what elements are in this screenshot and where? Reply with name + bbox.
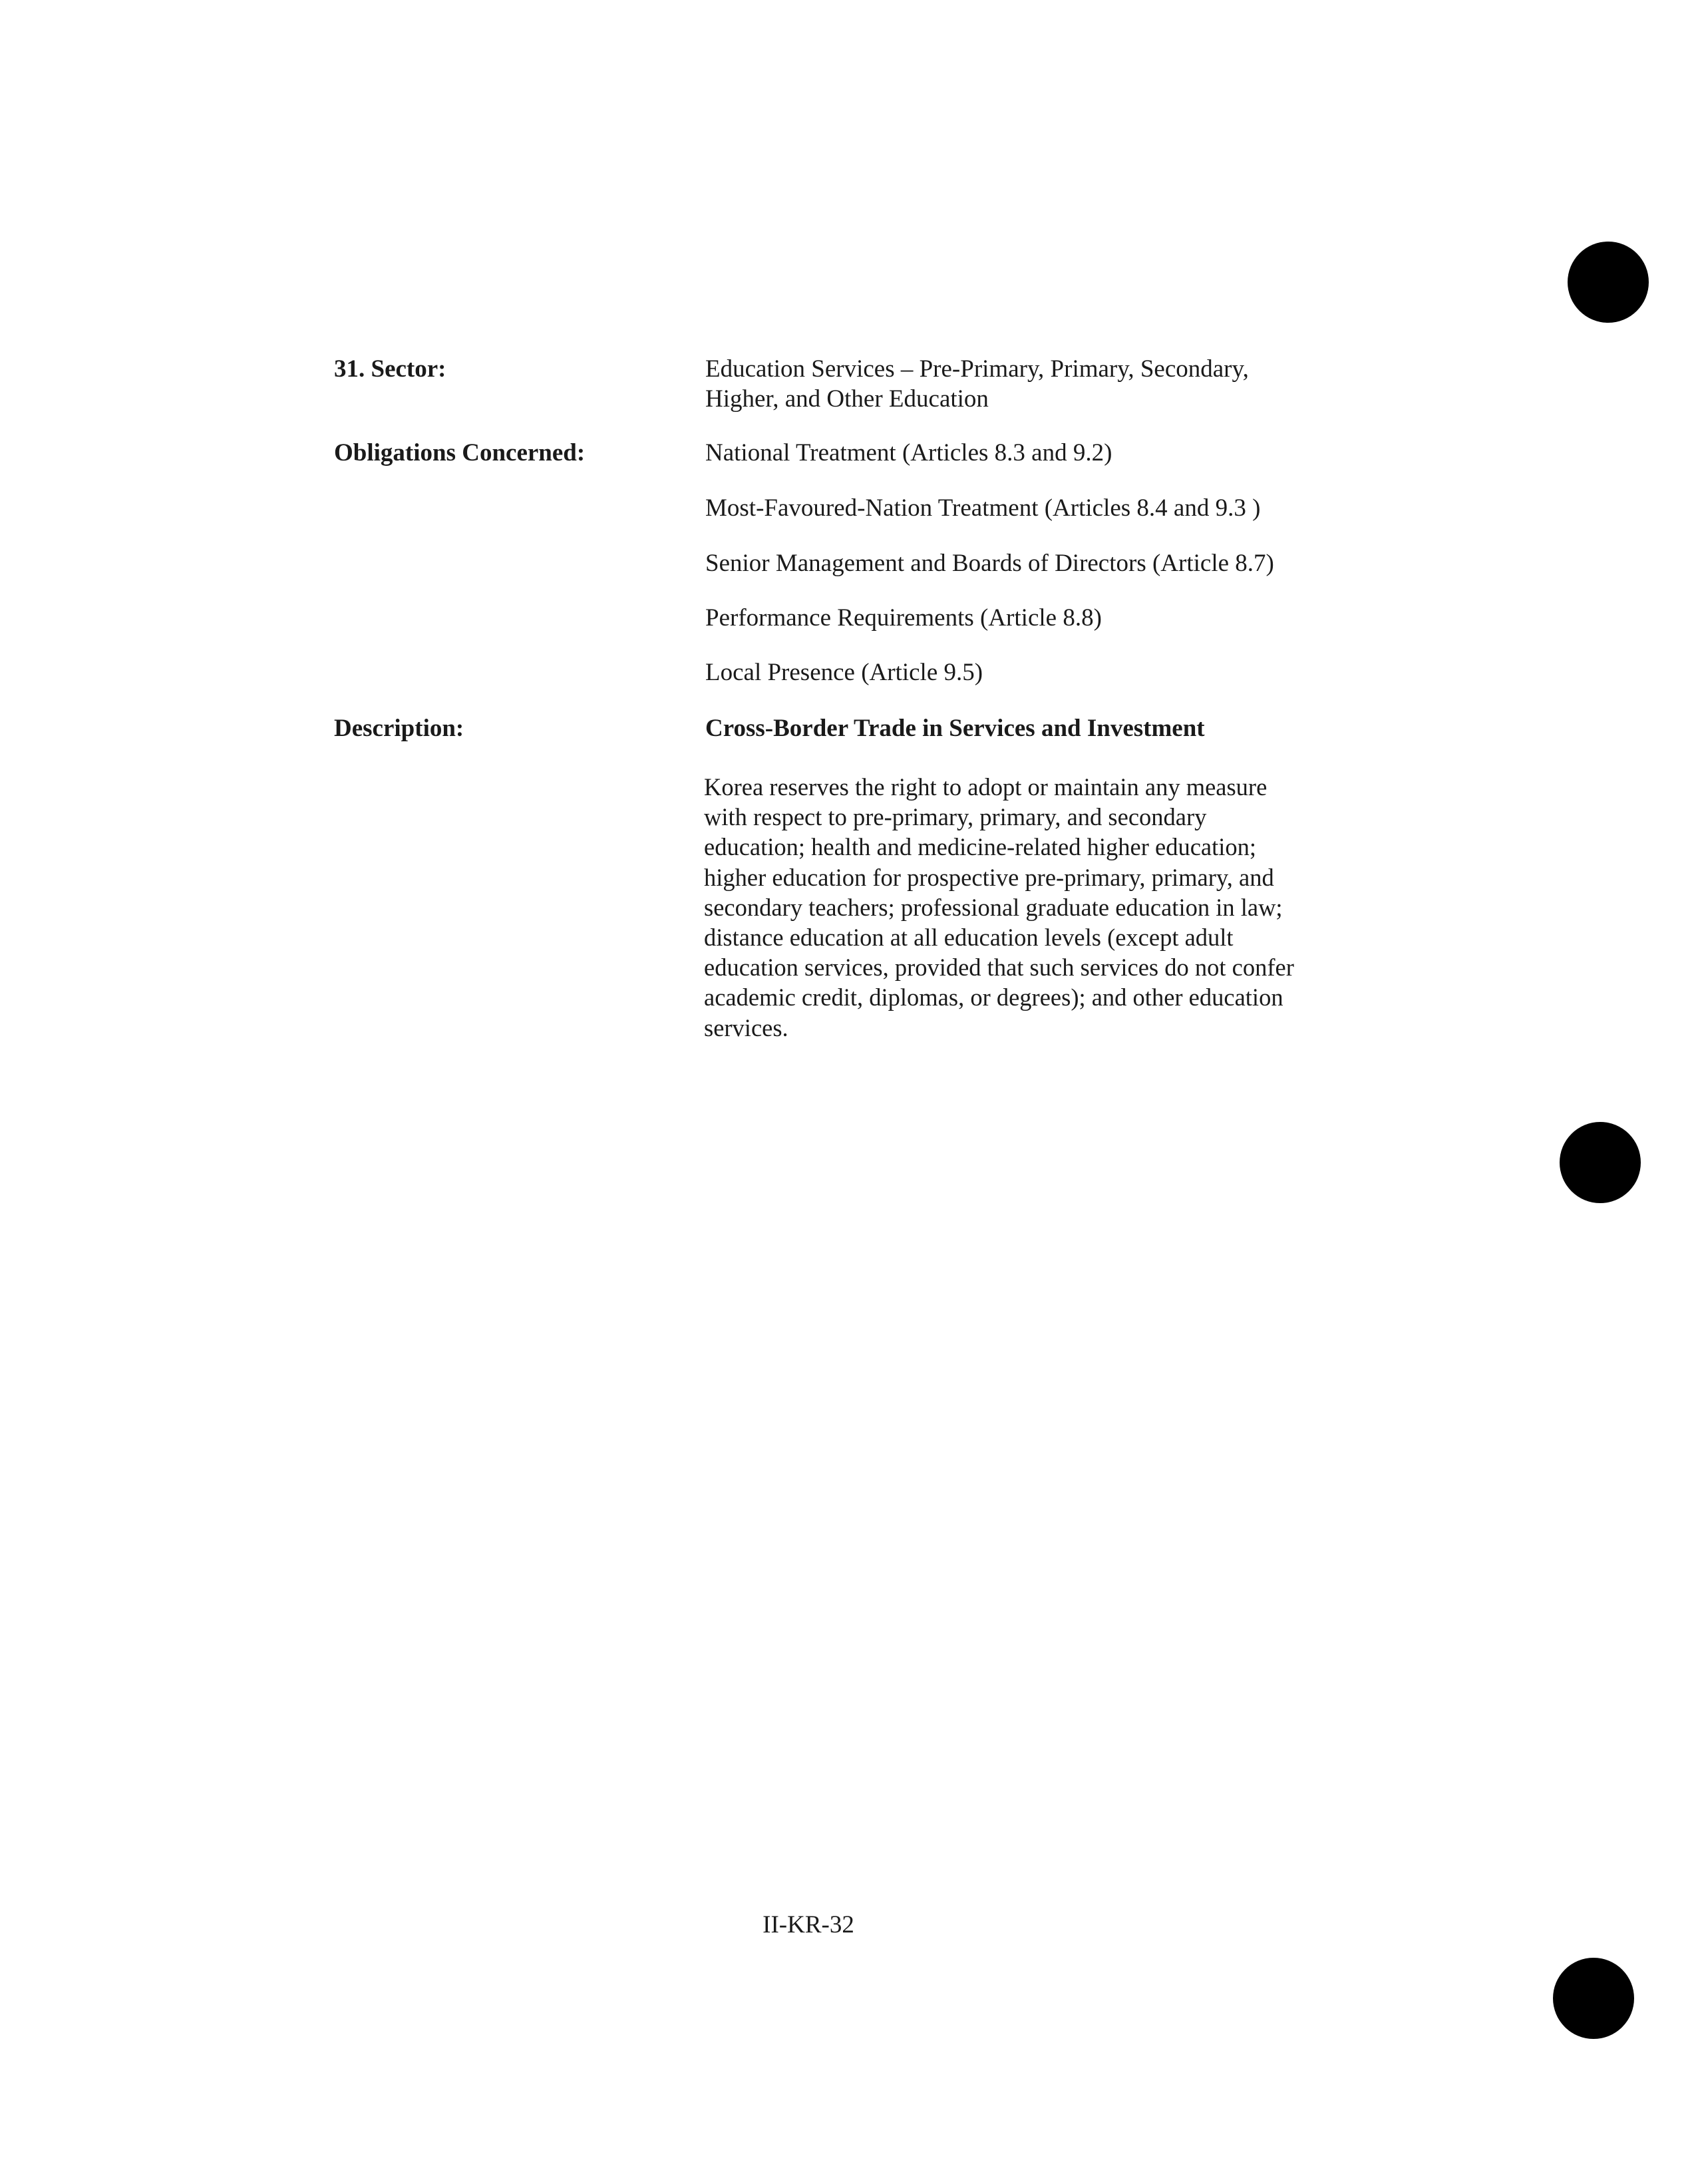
description-line: education; health and medicine-related higher education; xyxy=(704,833,1257,861)
sector-value-line-1: Education Services – Pre-Primary, Primary, Secondary, xyxy=(705,355,1249,383)
punch-hole-bottom xyxy=(1553,1958,1634,2039)
description-line: secondary teachers; professional graduate education in law; xyxy=(704,893,1283,921)
description-line: higher education for prospective pre-primary, primary, and xyxy=(704,863,1274,891)
description-label: Description: xyxy=(334,715,464,742)
description-line: Korea reserves the right to adopt or maintain any measure xyxy=(704,773,1268,801)
description-line: education services, provided that such services do not confer xyxy=(704,954,1294,982)
obligation-item: National Treatment (Articles 8.3 and 9.2) xyxy=(705,439,1112,466)
obligation-item: Performance Requirements (Article 8.8) xyxy=(705,604,1102,632)
obligation-item: Senior Management and Boards of Directors (Article 8.7) xyxy=(705,550,1274,577)
sector-label: 31. Sector: xyxy=(334,355,446,383)
obligation-item: Most-Favoured-Nation Treatment (Articles 8.4 and 9.3 ) xyxy=(705,494,1261,522)
description-paragraph xyxy=(704,772,1349,1043)
description-heading xyxy=(705,713,1344,743)
obligations-label: Obligations Concerned: xyxy=(334,439,586,466)
punch-hole-top xyxy=(1568,242,1649,323)
description-line: services. xyxy=(704,1013,788,1041)
sector-value xyxy=(705,354,1344,414)
description-line: with respect to pre-primary, primary, and secondary xyxy=(704,803,1207,831)
obligation-item: Local Presence (Article 9.5) xyxy=(705,659,983,686)
sector-value-line-2: Higher, and Other Education xyxy=(705,385,989,413)
description-line: distance education at all education levels (except adult xyxy=(704,924,1234,952)
page-number: II-KR-32 xyxy=(762,1911,854,1938)
description-line: academic credit, diplomas, or degrees); and other education xyxy=(704,984,1283,1011)
punch-hole-middle xyxy=(1560,1122,1641,1203)
description-heading-text: Cross-Border Trade in Services and Investment xyxy=(705,715,1205,742)
